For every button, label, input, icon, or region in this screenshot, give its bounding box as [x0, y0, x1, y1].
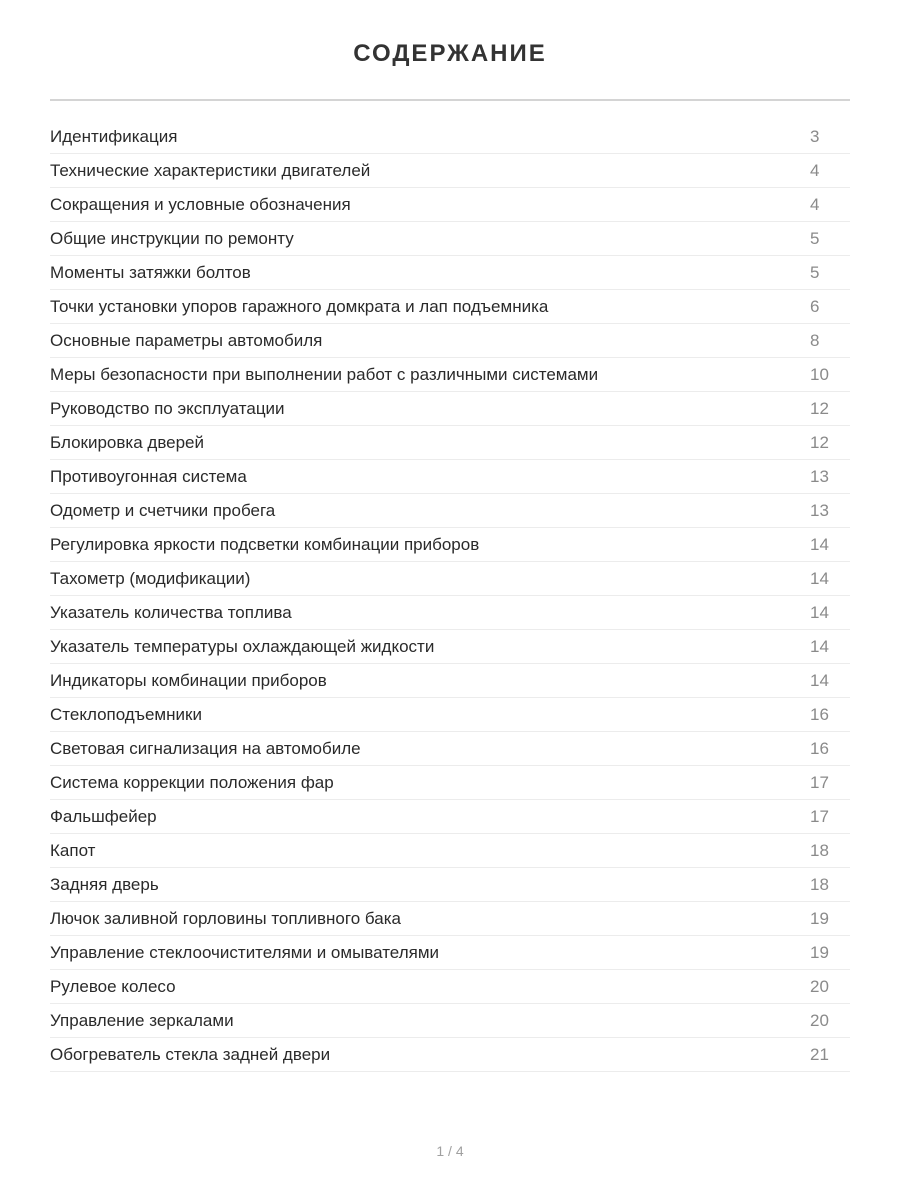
toc-entry-title[interactable]: Идентификация — [50, 126, 178, 146]
toc-entry[interactable] — [50, 290, 850, 324]
toc-entry-page: 17 — [810, 806, 829, 826]
toc-entry-page: 21 — [810, 1044, 829, 1064]
toc-entry-page: 6 — [810, 296, 820, 316]
toc-entry-title[interactable]: Система коррекции положения фар — [50, 772, 334, 792]
toc-entry[interactable] — [50, 222, 850, 256]
toc-entry[interactable] — [50, 324, 850, 358]
toc-entry-title[interactable]: Управление зеркалами — [50, 1010, 234, 1030]
toc-entry[interactable] — [50, 494, 850, 528]
toc-entry-page: 16 — [810, 704, 829, 724]
toc-entry[interactable] — [50, 936, 850, 970]
toc-entry-title[interactable]: Световая сигнализация на автомобиле — [50, 738, 361, 758]
toc-entry-title[interactable]: Указатель температуры охлаждающей жидкости — [50, 636, 435, 656]
toc-entry-page: 12 — [810, 398, 829, 418]
toc-entry-title[interactable]: Руководство по эксплуатации — [50, 398, 285, 418]
toc-entry[interactable] — [50, 630, 850, 664]
toc-entry-page: 19 — [810, 942, 829, 962]
toc-entry[interactable] — [50, 392, 850, 426]
toc-entry[interactable] — [50, 188, 850, 222]
table-of-contents — [50, 120, 850, 1072]
toc-entry[interactable] — [50, 1004, 850, 1038]
toc-entry[interactable] — [50, 426, 850, 460]
toc-entry[interactable] — [50, 902, 850, 936]
toc-entry-title[interactable]: Управление стеклоочистителями и омывателями — [50, 942, 439, 962]
toc-entry-page: 20 — [810, 976, 829, 996]
toc-entry-title[interactable]: Указатель количества топлива — [50, 602, 292, 622]
toc-entry-title[interactable]: Меры безопасности при выполнении работ с различными системами — [50, 364, 599, 384]
toc-entry[interactable] — [50, 698, 850, 732]
toc-entry-page: 8 — [810, 330, 820, 350]
toc-entry-title[interactable]: Одометр и счетчики пробега — [50, 500, 276, 520]
toc-entry-title[interactable]: Обогреватель стекла задней двери — [50, 1044, 331, 1064]
toc-entry-page: 12 — [810, 432, 829, 452]
toc-entry-title[interactable]: Стеклоподъемники — [50, 704, 202, 724]
toc-entry[interactable] — [50, 1038, 850, 1072]
toc-entry-page: 17 — [810, 772, 829, 792]
toc-entry-page: 3 — [810, 126, 820, 146]
toc-entry-page: 5 — [810, 228, 820, 248]
toc-entry-title[interactable]: Технические характеристики двигателей — [50, 160, 371, 180]
toc-entry-page: 14 — [810, 602, 829, 622]
toc-entry-page: 14 — [810, 636, 829, 656]
toc-entry-page: 13 — [810, 466, 829, 486]
toc-entry-title[interactable]: Блокировка дверей — [50, 432, 205, 452]
toc-entry-page: 4 — [810, 160, 820, 180]
toc-entry-page: 14 — [810, 568, 829, 588]
toc-entry[interactable] — [50, 834, 850, 868]
toc-entry-title[interactable]: Сокращения и условные обозначения — [50, 194, 351, 214]
page-number: 1 / 4 — [436, 1143, 464, 1159]
toc-entry-title[interactable]: Лючок заливной горловины топливного бака — [50, 908, 401, 928]
toc-entry-title[interactable]: Общие инструкции по ремонту — [50, 228, 294, 248]
toc-entry[interactable] — [50, 868, 850, 902]
toc-entry-page: 13 — [810, 500, 829, 520]
toc-entry-page: 14 — [810, 670, 829, 690]
toc-entry-title[interactable]: Рулевое колесо — [50, 976, 176, 996]
toc-entry[interactable] — [50, 120, 850, 154]
toc-entry-title[interactable]: Основные параметры автомобиля — [50, 330, 323, 350]
page-title: СОДЕРЖАНИЕ — [353, 40, 547, 67]
toc-entry-page: 16 — [810, 738, 829, 758]
toc-entry-title[interactable]: Фальшфейер — [50, 806, 157, 826]
toc-entry-page: 19 — [810, 908, 829, 928]
toc-entry-title[interactable]: Регулировка яркости подсветки комбинации приборов — [50, 534, 480, 554]
toc-entry[interactable] — [50, 596, 850, 630]
toc-entry-title[interactable]: Тахометр (модификации) — [50, 568, 251, 588]
toc-entry-title[interactable]: Моменты затяжки болтов — [50, 262, 251, 282]
toc-entry[interactable] — [50, 528, 850, 562]
toc-entry-title[interactable]: Капот — [50, 840, 96, 860]
toc-entry[interactable] — [50, 664, 850, 698]
toc-entry[interactable] — [50, 732, 850, 766]
toc-entry-title[interactable]: Точки установки упоров гаражного домкрата и лап подъемника — [50, 296, 549, 316]
toc-entry[interactable] — [50, 562, 850, 596]
toc-entry-title[interactable]: Индикаторы комбинации приборов — [50, 670, 327, 690]
toc-entry[interactable] — [50, 460, 850, 494]
toc-entry[interactable] — [50, 800, 850, 834]
toc-entry-title[interactable]: Противоугонная система — [50, 466, 247, 486]
title-divider — [50, 99, 850, 101]
toc-entry[interactable] — [50, 766, 850, 800]
toc-entry[interactable] — [50, 358, 850, 392]
toc-entry-page: 20 — [810, 1010, 829, 1030]
toc-entry[interactable] — [50, 154, 850, 188]
toc-entry[interactable] — [50, 970, 850, 1004]
toc-entry-page: 18 — [810, 874, 829, 894]
toc-entry-page: 10 — [810, 364, 829, 384]
toc-entry[interactable] — [50, 256, 850, 290]
toc-entry-page: 5 — [810, 262, 820, 282]
toc-entry-title[interactable]: Задняя дверь — [50, 874, 159, 894]
toc-entry-page: 14 — [810, 534, 829, 554]
toc-entry-page: 18 — [810, 840, 829, 860]
toc-entry-page: 4 — [810, 194, 820, 214]
